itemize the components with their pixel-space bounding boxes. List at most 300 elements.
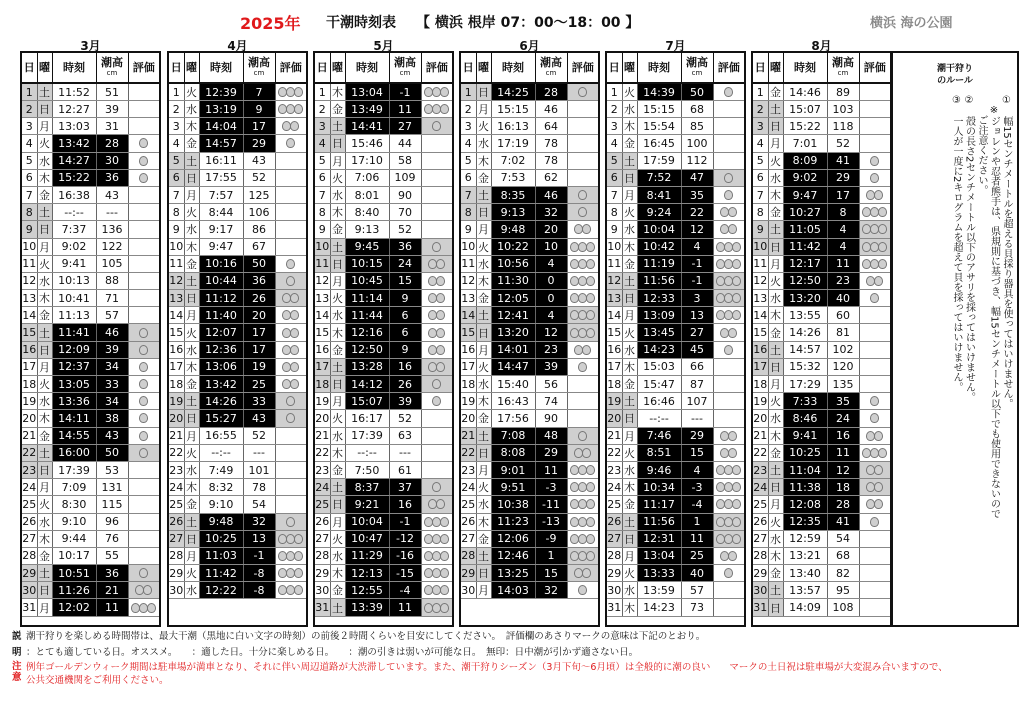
weekday-cell: 月 [622, 307, 637, 324]
time-cell: 7:50 [345, 461, 389, 478]
month-table-6 [459, 51, 600, 627]
weekday-cell: 木 [330, 565, 345, 582]
height-cell: 23 [827, 272, 859, 289]
time-cell: 17:19 [491, 135, 535, 152]
rating-cell [859, 83, 890, 101]
rating-cell [275, 118, 306, 135]
weekday-cell: 火 [37, 376, 52, 393]
rating-cell [859, 358, 890, 375]
clam-icon [586, 517, 595, 527]
height-cell: 12 [681, 221, 713, 238]
height-cell: 26 [389, 376, 421, 393]
day-cell: 1 [461, 83, 476, 101]
col-time: 時刻 [637, 53, 681, 83]
weekday-cell: 金 [37, 547, 52, 564]
weekday-cell: 土 [476, 427, 491, 444]
day-cell: 17 [315, 358, 330, 375]
clam-icon [874, 499, 883, 509]
col-time: 時刻 [52, 53, 96, 83]
table-row [607, 272, 744, 289]
table-row [461, 582, 598, 599]
height-cell: 50 [681, 83, 713, 101]
table-row [315, 479, 452, 496]
rating-cell [859, 410, 890, 427]
table-row [22, 530, 159, 547]
day-cell: 15 [22, 324, 37, 341]
day-cell: 30 [315, 582, 330, 599]
rating-cell [275, 255, 306, 272]
table-row [753, 221, 890, 238]
weekday-cell: 日 [37, 461, 52, 478]
height-cell: 10 [535, 238, 567, 255]
table-row [753, 101, 890, 118]
col-weekday: 曜 [476, 53, 491, 83]
weekday-cell: 金 [622, 496, 637, 513]
time-cell: 13:20 [783, 290, 827, 307]
weekday-cell: 木 [184, 118, 199, 135]
rating-cell [713, 290, 744, 307]
table-row [753, 135, 890, 152]
time-cell: 10:47 [345, 530, 389, 547]
rating-cell [567, 358, 598, 375]
rating-cell [859, 513, 890, 530]
time-cell: 13:36 [52, 393, 96, 410]
rating-cell [567, 118, 598, 135]
day-cell: 24 [753, 479, 768, 496]
day-cell: 25 [753, 496, 768, 513]
day-cell: 5 [169, 152, 184, 169]
time-cell: 11:26 [52, 582, 96, 599]
rating-cell [713, 186, 744, 203]
day-cell: 26 [22, 513, 37, 530]
rating-cell [859, 307, 890, 324]
day-cell: 9 [169, 221, 184, 238]
height-cell: 11 [681, 530, 713, 547]
clam-icon [878, 207, 887, 217]
clam-icon [436, 499, 445, 509]
rating-cell [567, 169, 598, 186]
time-cell: 10:27 [783, 204, 827, 221]
time-cell: 9:48 [199, 513, 243, 530]
time-cell: 12:17 [783, 255, 827, 272]
weekday-cell: 木 [184, 479, 199, 496]
height-cell: 136 [96, 221, 128, 238]
height-cell: 78 [535, 135, 567, 152]
height-cell: 48 [535, 427, 567, 444]
rating-cell [128, 152, 159, 169]
rating-cell [421, 410, 452, 427]
clam-icon [578, 207, 587, 217]
rating-cell [713, 444, 744, 461]
clam-icon [582, 224, 591, 234]
weekday-cell: 木 [476, 513, 491, 530]
height-cell: -15 [389, 565, 421, 582]
clam-icon [586, 259, 595, 269]
rating-cell [713, 582, 744, 599]
height-cell: 52 [827, 135, 859, 152]
height-cell: 0 [535, 290, 567, 307]
clam-icon [728, 448, 737, 458]
time-cell: 13:06 [199, 358, 243, 375]
table-row [607, 135, 744, 152]
rating-cell [421, 290, 452, 307]
weekday-cell: 金 [330, 582, 345, 599]
clam-icon [586, 310, 595, 320]
rating-cell [128, 513, 159, 530]
weekday-cell: 日 [768, 238, 783, 255]
time-cell: 12:59 [783, 530, 827, 547]
day-cell: 23 [607, 461, 622, 478]
time-cell: 12:05 [491, 290, 535, 307]
day-cell: 23 [461, 461, 476, 478]
rating-cell [128, 393, 159, 410]
rating-cell [421, 221, 452, 238]
table-row [461, 204, 598, 221]
day-cell: 12 [461, 272, 476, 289]
height-cell: 20 [535, 221, 567, 238]
weekday-cell: 土 [768, 582, 783, 599]
table-row [169, 101, 306, 118]
time-cell: 11:41 [52, 324, 96, 341]
clam-icon [143, 585, 152, 595]
clam-icon [440, 534, 449, 544]
table-row [607, 547, 744, 564]
table-row [461, 307, 598, 324]
weekday-cell: 木 [37, 290, 52, 307]
clam-icon [724, 345, 733, 355]
weekday-cell: 火 [476, 118, 491, 135]
table-row [461, 238, 598, 255]
time-cell: 13:28 [345, 358, 389, 375]
col-day: 日 [315, 53, 330, 83]
day-cell: 25 [315, 496, 330, 513]
rating-cell [859, 461, 890, 478]
day-cell: 18 [169, 376, 184, 393]
time-cell: 12:37 [52, 358, 96, 375]
table-row [607, 444, 744, 461]
clam-icon [436, 259, 445, 269]
clam-icon [724, 568, 733, 578]
rating-cell [275, 393, 306, 410]
weekday-cell: 日 [768, 358, 783, 375]
day-cell: 17 [753, 358, 768, 375]
table-row [753, 530, 890, 547]
legend-text: ：とても適している日。オススメ。 ：適した日。十分に楽しめる日。 ：潮の引きは弱いが可能な日。 無印：日中潮が引かず適さない日。 [26, 647, 639, 658]
height-cell: 47 [681, 169, 713, 186]
rating-cell [567, 307, 598, 324]
table-row [315, 341, 452, 358]
height-cell: 85 [681, 118, 713, 135]
weekday-cell: 水 [37, 393, 52, 410]
table-row [607, 221, 744, 238]
time-cell: 9:02 [783, 169, 827, 186]
day-cell: 29 [753, 565, 768, 582]
weekday-cell: 水 [476, 135, 491, 152]
rating-cell [713, 169, 744, 186]
table-row [315, 186, 452, 203]
time-cell: 7:08 [491, 427, 535, 444]
weekday-cell: 木 [330, 83, 345, 101]
table-row [169, 118, 306, 135]
table-row [169, 427, 306, 444]
table-row [169, 565, 306, 582]
table-row [22, 324, 159, 341]
height-cell: 66 [681, 358, 713, 375]
weekday-cell: 火 [768, 513, 783, 530]
month-table-3 [20, 51, 161, 627]
month-name: 8月 [811, 39, 832, 53]
time-cell: --:-- [637, 410, 681, 427]
weekday-cell: 水 [184, 341, 199, 358]
day-cell: 30 [22, 582, 37, 599]
clam-icon [870, 396, 879, 406]
weekday-cell: 金 [476, 290, 491, 307]
table-row [315, 255, 452, 272]
day-cell: 19 [461, 393, 476, 410]
time-cell: 11:23 [491, 513, 535, 530]
weekday-cell: 日 [768, 599, 783, 616]
height-cell: 51 [96, 83, 128, 101]
rating-cell [859, 152, 890, 169]
table-row [461, 513, 598, 530]
table-row [753, 83, 890, 101]
clam-icon [874, 190, 883, 200]
tide-table [753, 53, 890, 617]
height-cell: 54 [827, 530, 859, 547]
weekday-cell: 水 [768, 530, 783, 547]
weekday-cell: 水 [184, 221, 199, 238]
rating-cell [421, 376, 452, 393]
time-cell: 10:15 [345, 255, 389, 272]
day-cell: 31 [753, 599, 768, 616]
time-cell: 11:40 [199, 307, 243, 324]
rating-cell [713, 565, 744, 582]
time-cell: 9:45 [345, 238, 389, 255]
table-row [315, 204, 452, 221]
rating-cell [128, 582, 159, 599]
col-time: 時刻 [199, 53, 243, 83]
time-cell: 9:01 [491, 461, 535, 478]
day-cell: 10 [461, 238, 476, 255]
weekday-cell: 土 [476, 547, 491, 564]
height-cell: 11 [389, 599, 421, 616]
day-cell: 11 [753, 255, 768, 272]
height-cell: --- [681, 410, 713, 427]
rating-cell [128, 479, 159, 496]
clam-icon [586, 276, 595, 286]
weekday-cell: 土 [768, 461, 783, 478]
month-name: 5月 [373, 39, 394, 53]
table-row [315, 376, 452, 393]
height-cell: 9 [389, 341, 421, 358]
rating-cell [421, 238, 452, 255]
time-cell: 10:25 [783, 444, 827, 461]
day-cell: 17 [169, 358, 184, 375]
rating-cell [421, 599, 452, 616]
day-cell: 18 [607, 376, 622, 393]
weekday-cell: 月 [184, 547, 199, 564]
rating-cell [128, 101, 159, 118]
day-cell: 22 [22, 444, 37, 461]
time-cell: 14:26 [199, 393, 243, 410]
time-cell: 9:41 [52, 255, 96, 272]
day-cell: 21 [461, 427, 476, 444]
height-cell: 46 [96, 324, 128, 341]
height-cell: 3 [681, 290, 713, 307]
weekday-cell: 日 [330, 255, 345, 272]
col-height-unit: cm [691, 68, 703, 77]
clam-icon [870, 173, 879, 183]
day-cell: 7 [753, 186, 768, 203]
weekday-cell: 日 [37, 221, 52, 238]
day-cell: 19 [169, 393, 184, 410]
rating-cell [421, 530, 452, 547]
height-cell: 16 [389, 358, 421, 375]
day-cell: 6 [753, 169, 768, 186]
clam-icon [440, 517, 449, 527]
rating-cell [567, 101, 598, 118]
time-cell: 11:38 [783, 479, 827, 496]
height-cell: 11 [827, 255, 859, 272]
time-cell: 10:04 [345, 513, 389, 530]
rating-cell [275, 427, 306, 444]
height-cell: 21 [96, 582, 128, 599]
table-row [315, 83, 452, 101]
weekday-cell: 金 [37, 427, 52, 444]
table-row [169, 376, 306, 393]
weekday-cell: 水 [330, 307, 345, 324]
rating-cell [713, 118, 744, 135]
rating-cell [859, 479, 890, 496]
rating-cell [567, 461, 598, 478]
table-row [753, 393, 890, 410]
weekday-cell: 火 [330, 410, 345, 427]
height-cell: 4 [827, 238, 859, 255]
height-cell: 52 [389, 221, 421, 238]
col-height-unit: cm [545, 68, 557, 77]
height-cell: 78 [535, 152, 567, 169]
time-cell: 9:24 [637, 204, 681, 221]
rating-cell [275, 101, 306, 118]
table-row [607, 101, 744, 118]
weekday-cell: 月 [37, 118, 52, 135]
clam-icon [440, 104, 449, 114]
day-cell: 4 [22, 135, 37, 152]
rating-cell [421, 307, 452, 324]
clam-icon [286, 396, 295, 406]
weekday-cell: 火 [622, 324, 637, 341]
clam-icon [294, 534, 303, 544]
col-height [96, 53, 128, 83]
time-cell: 16:17 [345, 410, 389, 427]
weekday-cell: 月 [476, 582, 491, 599]
time-cell: 13:05 [52, 376, 96, 393]
weekday-cell: 月 [768, 376, 783, 393]
clam-icon [728, 207, 737, 217]
time-cell: 17:39 [345, 427, 389, 444]
time-cell: 14:57 [783, 341, 827, 358]
day-cell: 24 [461, 479, 476, 496]
rating-cell [859, 393, 890, 410]
day-cell: 20 [22, 410, 37, 427]
time-cell: 16:38 [52, 186, 96, 203]
col-weekday: 曜 [622, 53, 637, 83]
day-cell: 4 [315, 135, 330, 152]
time-cell: 13:21 [783, 547, 827, 564]
weekday-cell: 水 [330, 186, 345, 203]
day-cell: 10 [315, 238, 330, 255]
weekday-cell: 日 [476, 444, 491, 461]
time-cell: 10:44 [199, 272, 243, 289]
height-cell: 44 [389, 135, 421, 152]
rating-cell [567, 547, 598, 564]
height-cell: 36 [243, 272, 275, 289]
height-cell: 16 [827, 427, 859, 444]
table-row [315, 444, 452, 461]
table-row [607, 307, 744, 324]
clam-icon [870, 413, 879, 423]
table-row [753, 341, 890, 358]
day-cell: 29 [461, 565, 476, 582]
time-cell: 11:52 [52, 83, 96, 101]
weekday-cell: 日 [622, 530, 637, 547]
weekday-cell: 木 [330, 204, 345, 221]
day-cell: 2 [315, 101, 330, 118]
time-cell: 12:13 [345, 565, 389, 582]
weekday-cell: 火 [768, 393, 783, 410]
table-row [753, 290, 890, 307]
rating-cell [275, 324, 306, 341]
weekday-cell: 水 [622, 101, 637, 118]
table-row [461, 358, 598, 375]
time-cell: 15:27 [199, 410, 243, 427]
table-row [315, 290, 452, 307]
col-height [389, 53, 421, 83]
col-rating: 評価 [421, 53, 452, 83]
weekday-cell: 金 [768, 324, 783, 341]
rating-cell [859, 135, 890, 152]
day-cell: 31 [607, 599, 622, 616]
height-cell: --- [389, 444, 421, 461]
rating-cell [275, 272, 306, 289]
col-height-label: 潮高 [540, 55, 562, 69]
day-cell: 2 [22, 101, 37, 118]
weekday-cell: 水 [622, 582, 637, 599]
col-weekday: 曜 [768, 53, 783, 83]
table-row [461, 83, 598, 101]
table-row [461, 186, 598, 203]
time-cell: 11:29 [345, 547, 389, 564]
day-cell: 29 [22, 565, 37, 582]
time-cell: 14:23 [637, 599, 681, 616]
weekday-cell: 月 [768, 496, 783, 513]
weekday-cell: 土 [622, 272, 637, 289]
weekday-cell: 水 [37, 272, 52, 289]
table-row [461, 427, 598, 444]
height-cell: 12 [827, 461, 859, 478]
height-cell: 33 [243, 393, 275, 410]
table-row [22, 169, 159, 186]
rating-cell [128, 186, 159, 203]
table-row [169, 530, 306, 547]
weekday-cell: 土 [184, 152, 199, 169]
height-cell: 52 [243, 169, 275, 186]
rating-cell [567, 513, 598, 530]
rating-cell [567, 565, 598, 582]
day-cell: 20 [169, 410, 184, 427]
day-cell: 20 [461, 410, 476, 427]
day-cell: 6 [315, 169, 330, 186]
